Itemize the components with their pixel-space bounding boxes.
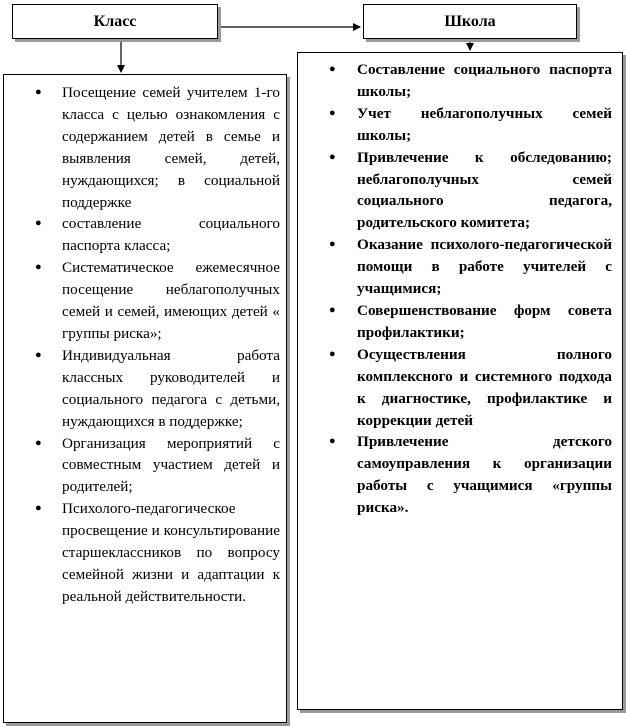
bullet-icon: ● [329,106,336,119]
bullet-icon: ● [35,217,42,230]
list-item: ● Посещение семей учителем 1-го класса с целью ознакомления с содержанием детей в семье и выявления семей, детей, нуждающихся; в социальной поддержке [35,84,280,211]
list-item: ● Составление социального паспорта школы; [329,61,612,100]
bullet-icon: ● [35,261,42,274]
list-item: ● Совершенствование форм совета профилактики; [329,301,612,341]
school-activities-box [297,52,623,710]
class-activities-list [4,75,286,608]
school-activities-list [298,53,622,519]
list-item: ● Осуществления полного комплексного и системного подхода к диагностике, профилактике и коррекции детей [329,345,612,429]
list-item: ● Организация мероприятий с совместным участием детей и родителей; [35,434,280,496]
school-title: Школа [444,12,496,30]
class-title: Класс [93,12,137,30]
class-title-box [12,4,218,39]
bullet-icon: ● [329,63,336,75]
bullet-icon: ● [35,502,42,515]
bullet-icon: ● [35,86,42,98]
bullet-icon: ● [35,436,42,449]
list-item: ● Психолого-педагогическое просвещение и консультирование старшеклассников по вопросу семейной жизни и адаптации к реальной действительности. [35,500,280,605]
class-activities-box [3,74,287,723]
list-item: ● Систематическое ежемесячное посещение неблагополучных семей и семей, имеющих детей « группы риска»; [35,259,280,342]
bullet-icon: ● [329,347,336,360]
list-item: ● Оказание психолого-педагогической помощи в работе учителей с учащимися; [329,236,612,298]
bullet-icon: ● [35,348,42,361]
school-title-box [363,4,577,39]
list-item: ● Привлечение к обследованию; неблагополучных семей социального педагога, родительского комитета; [329,148,612,232]
list-item: ● Привлечение детского самоуправления к организации работы с учащимися «группы риска». [329,433,612,517]
list-item: ● Учет неблагополучных семей школы; [329,104,612,144]
bullet-icon: ● [329,150,336,163]
bullet-icon: ● [329,435,336,448]
bullet-icon: ● [329,303,336,316]
list-item: ● Индивидуальная работа классных руководителей и социального педагога с детьми, нуждающихся в поддержке; [35,346,280,430]
list-item: ● составление социального паспорта класса; [35,215,280,255]
bullet-icon: ● [329,238,336,251]
